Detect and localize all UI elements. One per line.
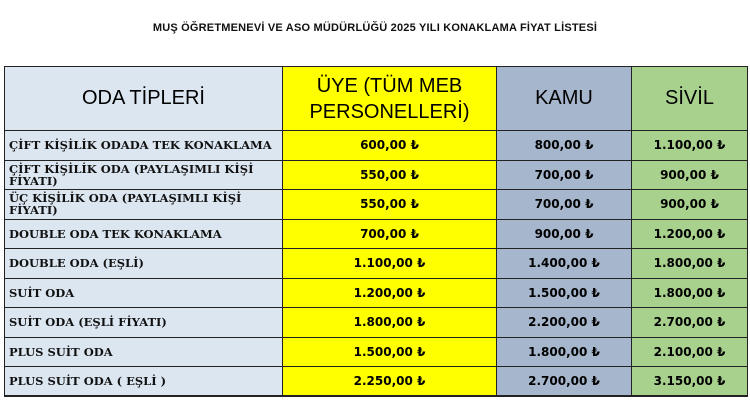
public-price-cell: 1.800,00 ₺ xyxy=(497,337,632,367)
civil-price-cell: 1.200,00 ₺ xyxy=(632,219,748,249)
table-row xyxy=(5,219,748,249)
table-row xyxy=(5,278,748,308)
member-price-cell: 1.200,00 ₺ xyxy=(283,278,497,308)
table-row xyxy=(5,160,748,190)
header-public: KAMU xyxy=(497,67,632,131)
civil-price-cell: 2.700,00 ₺ xyxy=(632,308,748,338)
public-price-cell: 1.400,00 ₺ xyxy=(497,249,632,279)
room-type-cell: PLUS SUİT ODA ( EŞLİ ) xyxy=(5,367,283,397)
member-price-cell: 1.100,00 ₺ xyxy=(283,249,497,279)
table-row xyxy=(5,131,748,161)
public-price-cell: 2.200,00 ₺ xyxy=(497,308,632,338)
public-price-cell: 700,00 ₺ xyxy=(497,190,632,220)
header-member: ÜYE (TÜM MEB PERSONELLERİ) xyxy=(283,67,497,131)
member-price-cell: 600,00 ₺ xyxy=(283,131,497,161)
room-type-cell: SUİT ODA xyxy=(5,278,283,308)
public-price-cell: 700,00 ₺ xyxy=(497,160,632,190)
public-price-cell: 1.500,00 ₺ xyxy=(497,278,632,308)
header-civil: SİVİL xyxy=(632,67,748,131)
public-price-cell: 900,00 ₺ xyxy=(497,219,632,249)
member-price-cell: 2.250,00 ₺ xyxy=(283,367,497,397)
header-row xyxy=(5,67,748,131)
table-row xyxy=(5,249,748,279)
room-type-cell: SUİT ODA (EŞLİ FİYATI) xyxy=(5,308,283,338)
page-title: MUŞ ÖĞRETMENEVİ VE ASO MÜDÜRLÜĞÜ 2025 YILI KONAKLAMA FİYAT LİSTESİ xyxy=(152,22,598,34)
civil-price-cell: 900,00 ₺ xyxy=(632,190,748,220)
member-price-cell: 550,00 ₺ xyxy=(283,190,497,220)
civil-price-cell: 900,00 ₺ xyxy=(632,160,748,190)
civil-price-cell: 2.100,00 ₺ xyxy=(632,337,748,367)
member-price-cell: 550,00 ₺ xyxy=(283,160,497,190)
member-price-cell: 700,00 ₺ xyxy=(283,219,497,249)
public-price-cell: 800,00 ₺ xyxy=(497,131,632,161)
table-row xyxy=(5,190,748,220)
table-row xyxy=(5,337,748,367)
room-type-cell: ÇİFT KİŞİLİK ODADA TEK KONAKLAMA xyxy=(5,131,283,161)
public-price-cell: 2.700,00 ₺ xyxy=(497,367,632,397)
header-room-types: ODA TİPLERİ xyxy=(5,67,283,131)
civil-price-cell: 1.800,00 ₺ xyxy=(632,249,748,279)
civil-price-cell: 3.150,00 ₺ xyxy=(632,367,748,397)
room-type-cell: DOUBLE ODA TEK KONAKLAMA xyxy=(5,219,283,249)
room-type-cell: ÇİFT KİŞİLİK ODA (PAYLAŞIMLI KİŞİ FİYATI) xyxy=(5,160,283,190)
room-type-cell: ÜÇ KİŞİLİK ODA (PAYLAŞIMLI KİŞİ FİYATI) xyxy=(5,190,283,220)
room-type-cell: DOUBLE ODA (EŞLİ) xyxy=(5,249,283,279)
member-price-cell: 1.800,00 ₺ xyxy=(283,308,497,338)
table-row xyxy=(5,308,748,338)
civil-price-cell: 1.100,00 ₺ xyxy=(632,131,748,161)
table-row xyxy=(5,367,748,397)
room-type-cell: PLUS SUİT ODA xyxy=(5,337,283,367)
price-table xyxy=(4,66,748,397)
member-price-cell: 1.500,00 ₺ xyxy=(283,337,497,367)
civil-price-cell: 1.800,00 ₺ xyxy=(632,278,748,308)
